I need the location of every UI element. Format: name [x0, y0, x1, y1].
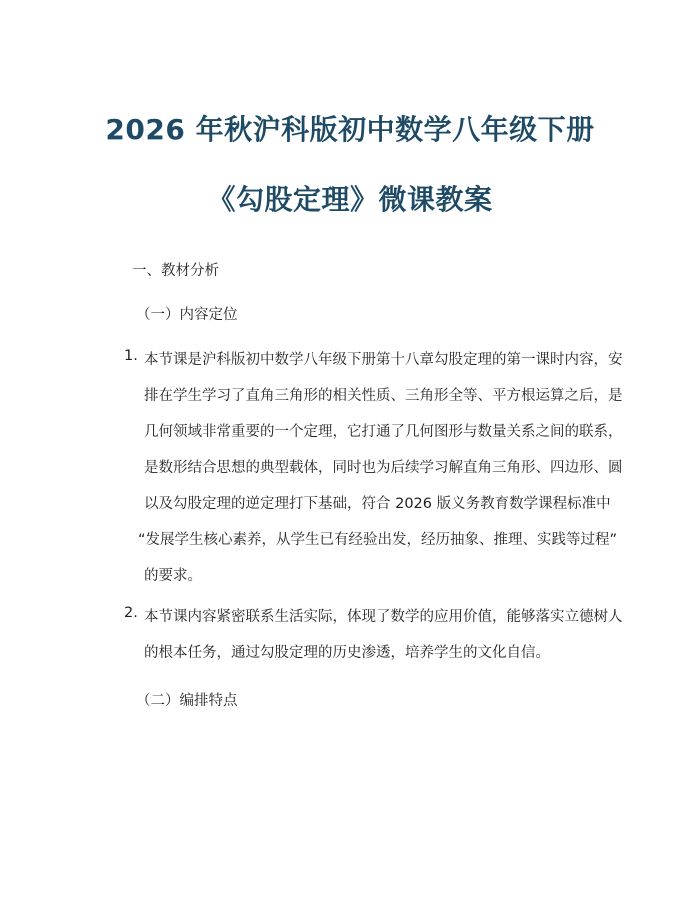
- list-item-number: 1.: [124, 348, 138, 364]
- document-title-line-2: 《勾股定理》微课教案: [207, 183, 493, 216]
- subsection-heading-positioning: （一）内容定位: [136, 307, 238, 323]
- paragraph-line: 的根本任务，通过勾股定理的历史渗透，培养学生的文化自信。: [144, 645, 550, 661]
- section-heading-analysis: 一、教材分析: [132, 263, 219, 279]
- paragraph-line: 本节课是沪科版初中数学八年级下册第十八章勾股定理的第一课时内容，安: [144, 352, 623, 368]
- subsection-heading-arrangement: （二）编排特点: [136, 693, 238, 709]
- document-title-line-1: 2026 年秋沪科版初中数学八年级下册: [105, 113, 595, 146]
- paragraph-line: 的要求。: [144, 568, 202, 584]
- list-item-number: 2.: [124, 605, 138, 621]
- paragraph-line: “发展学生核心素养，从学生已有经验出发，经历抽象、推理、实践等过程”: [138, 532, 618, 548]
- paragraph-line: 几何领域非常重要的一个定理，它打通了几何图形与数量关系之间的联系，: [144, 424, 623, 440]
- paragraph-line: 本节课内容紧密联系生活实际，体现了数学的应用价值，能够落实立德树人: [144, 609, 623, 625]
- paragraph-line: 是数形结合思想的典型载体，同时也为后续学习解直角三角形、四边形、圆: [144, 460, 623, 476]
- paragraph-line: 排在学生学习了直角三角形的相关性质、三角形全等、平方根运算之后，是: [144, 388, 623, 404]
- paragraph-line: 以及勾股定理的逆定理打下基础，符合 2026 版义务教育数学课程标准中: [144, 496, 611, 512]
